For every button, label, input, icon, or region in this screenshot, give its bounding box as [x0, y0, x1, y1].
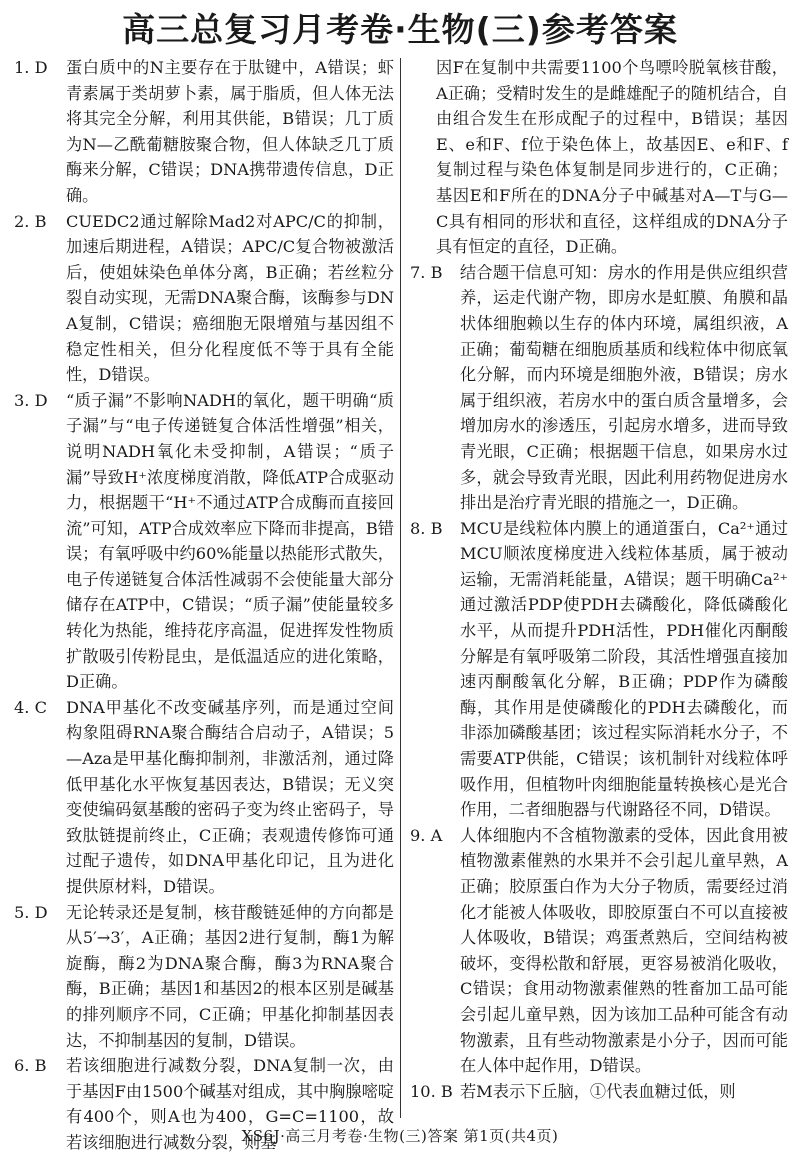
answer-item-6-continued — [410, 55, 788, 260]
right-column — [410, 55, 788, 1104]
answer-explanation: 若M表示下丘脑，①代表血糖过低，则 — [460, 1081, 736, 1101]
answer-number: 5. D — [14, 902, 48, 922]
answer-explanation: DNA甲基化不改变碱基序列，而是通过空间构象阻碍RNA聚合酶结合启动子，A错误；5—Aza是甲基化酶抑制剂，非激活剂，通过降低甲基化水平恢复基因表达，B错误；无义突变使编码氨基酸的密码子变为终止密码子，导致肽链提前终止，C正确；表观遗传修饰可通过配子遗传，如DNA甲基化印记，且为进化提供原材料，D错误。 — [66, 697, 394, 896]
answer-explanation: MCU是线粒体内膜上的通道蛋白，Ca²⁺通过MCU顺浓度梯度进入线粒体基质，属于被动运输，无需消耗能量，A错误；题干明确Ca²⁺通过激活PDP使PDH去磷酸化，降低磷酸化水平，从而提升PDH活性，PDH催化丙酮酸分解是有氧呼吸第二阶段，其活性增强直接加速丙酮酸氧化分解，B正确；PDP作为磷酸酶，其作用是使磷酸化的PDH去磷酸化，而非添加磷酸基团；该过程实际消耗水分子，不需要ATP供能，C错误；该机制针对线粒体呼吸作用，但植物叶肉细胞能量转换核心是光合作用，二者细胞器与代谢路径不同，D错误。 — [460, 518, 788, 820]
answer-item-4 — [14, 695, 394, 900]
answer-item-5 — [14, 900, 394, 1054]
answer-explanation: 蛋白质中的N主要存在于肽键中，A错误；虾青素属于类胡萝卜素，属于脂质，但人体无法将其完全分解，利用其供能，B错误；几丁质为N—乙酰葡糖胺聚合物，但人体缺乏几丁质酶来分解，C错误；DNA携带遗传信息，D正确。 — [66, 58, 394, 205]
answer-item-2 — [14, 209, 394, 388]
answer-item-7 — [410, 260, 788, 516]
answer-explanation: 结合题干信息可知：房水的作用是供应组织营养，运走代谢产物，即房水是虹膜、角膜和晶状体细胞赖以生存的体内环境，属组织液，A正确；葡萄糖在细胞质基质和线粒体中彻底氧化分解，而内环境是细胞外液，B错误；房水属于组织液，若房水中的蛋白质含量增多，会增加房水的渗透压，引起房水增多，进而导致青光眼，C正确；根据题干信息，如果房水过多，就会导致青光眼，因此利用药物促进房水排出是治疗青光眼的措施之一，D正确。 — [460, 262, 788, 513]
answer-explanation: CUEDC2通过解除Mad2对APC/C的抑制，加速后期进程，A错误；APC/C复合物被激活后，使姐妹染色单体分离，B正确；若丝粒分裂自动实现，无需DNA聚合酶，该酶参与DNA复制，C错误；癌细胞无限增殖与基因组不稳定性相关，但分化程度低不等于具有全能性，D错误。 — [66, 211, 394, 385]
answer-item-10 — [410, 1079, 788, 1105]
answer-explanation: 因F在复制中共需要1100个鸟嘌呤脱氧核苷酸，A正确；受精时发生的是雌雄配子的随机结合，自由组合发生在形成配子的过程中，B错误；基因E、e和F、f位于染色体上，故基因E、e和F、f复制过程与染色体复制是同步进行的，C正确；基因E和F所在的DNA分子中碱基对A—T与G—C具有相同的形状和直径，这样组成的DNA分子具有恒定的直径，D正确。 — [436, 58, 788, 257]
column-divider — [400, 58, 401, 1118]
answer-explanation: 人体细胞内不含植物激素的受体，因此食用被植物激素催熟的水果并不会引起儿童早熟，A正确；胶原蛋白作为大分子物质，需要经过消化才能被人体吸收，即胶原蛋白不可以直接被人体吸收，B错误；鸡蛋煮熟后，空间结构被破坏，变得松散和舒展，更容易被消化吸收，C错误；食用动物激素催熟的牲畜加工品可能会引起儿童早熟，因为该加工品种可能含有动物激素，且有些动物激素是小分子，因而可能在人体中起作用，D错误。 — [460, 825, 788, 1076]
answer-explanation: 无论转录还是复制，核苷酸链延伸的方向都是从5′→3′，A正确；基因2进行复制，酶1为解旋酶，酶2为DNA聚合酶，酶3为RNA聚合酶，B正确；基因1和基因2的根本区别是碱基的排列顺序不同，C正确；甲基化抑制基因表达，不抑制基因的复制，D错误。 — [66, 902, 394, 1050]
page-title: 高三总复习月考卷·生物(三)参考答案 — [122, 10, 678, 49]
answer-item-9 — [410, 823, 788, 1079]
answer-number: 3. D — [14, 390, 48, 410]
answer-number: 9. A — [410, 825, 443, 845]
answer-explanation: 若该细胞进行减数分裂，DNA复制一次，由于基因F由1500个碱基对组成，其中胸腺嘧啶有400个，则A也为400，G=C=1100，故若该细胞进行减数分裂，则基 — [66, 1056, 394, 1152]
answer-item-8 — [410, 516, 788, 823]
answer-number: 1. D — [14, 58, 48, 77]
answer-item-3 — [14, 388, 394, 695]
answer-number: 10. B — [410, 1081, 453, 1101]
answer-number: 7. B — [410, 262, 443, 282]
answer-item-1 — [14, 55, 394, 209]
left-column — [14, 55, 394, 1156]
answer-number: 2. B — [14, 211, 47, 231]
answer-number: 8. B — [410, 518, 443, 538]
answer-number: 4. C — [14, 697, 47, 717]
answer-explanation: “质子漏”不影响NADH的氧化，题干明确“质子漏”与“电子传递链复合体活性增强”相关，说明NADH氧化未受抑制，A错误；“质子漏”导致H⁺浓度梯度消散，降低ATP合成驱动力，根据题干“H⁺不通过ATP合成酶而直接回流”可知，ATP合成效率应下降而非提高，B错误；有氧呼吸中约60%能量以热能形式散失，电子传递链复合体活性减弱不会使能量大部分储存在ATP中，C错误；“质子漏”使能量较多转化为热能，维持花序高温，促进挥发性物质扩散吸引传粉昆虫，是低温适应的进化策略，D正确。 — [66, 390, 394, 692]
answer-number: 6. B — [14, 1056, 47, 1076]
page-footer: XS6J·高三月考卷·生物(三)答案 第1页(共4页) — [241, 1127, 559, 1145]
